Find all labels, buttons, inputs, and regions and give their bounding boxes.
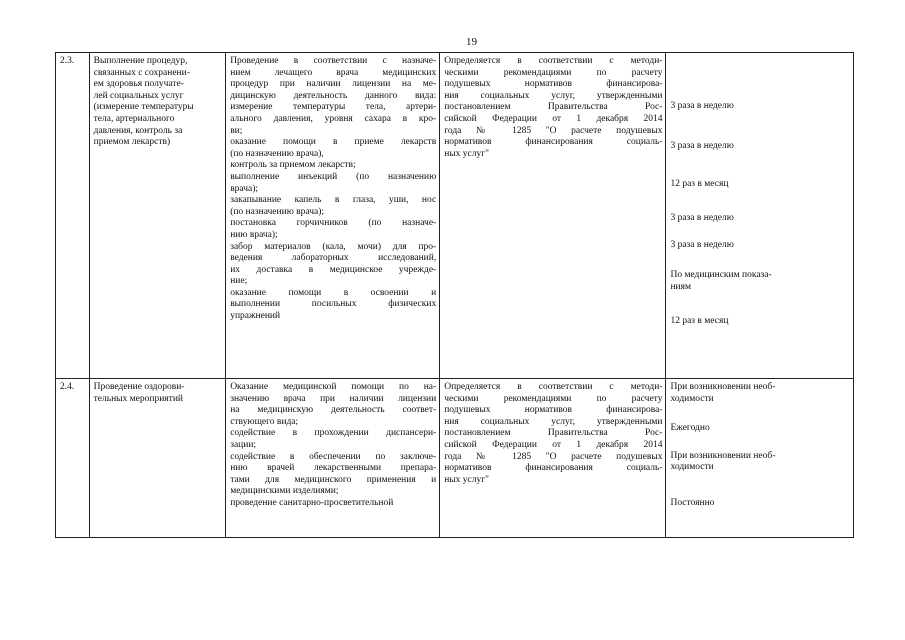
service-content (226, 379, 440, 538)
text-line: контроль за приемом лекарств; (230, 160, 356, 171)
periodicity-item (670, 213, 850, 225)
text-line: Определяется в соответствии с методи- (444, 382, 663, 392)
periodicity-item (670, 316, 850, 328)
text-line: 3 раза в неделю (670, 101, 734, 111)
periodicity (666, 53, 854, 379)
text-line: зации; (230, 439, 257, 450)
text-line: давления, контроль за (93, 125, 183, 136)
text-line: ального давления, уровня сахара в кро- (230, 113, 437, 124)
text-line: (измерение температуры (93, 102, 194, 113)
text-line: нормативов финансирования социаль- (444, 137, 663, 148)
text-line: Выполнение процедур, (93, 56, 188, 66)
text-line: нию врачей лекарственными препара- (230, 463, 437, 474)
text-line: Проведение оздорови- (93, 382, 185, 392)
text-line: упражнений (230, 311, 281, 322)
row-number: 2.4. (56, 379, 90, 538)
text-line: ных услуг" (444, 148, 490, 159)
text-line: оказание помощи в приеме лекарств (230, 137, 437, 148)
text-line: 12 раз в месяц (670, 316, 729, 327)
text-line: нию врача); (230, 229, 278, 240)
text-line: содействие в обеспечении по заключе- (230, 451, 437, 462)
cost-method (440, 379, 666, 538)
table-row (56, 379, 854, 538)
text-line: года № 1285 "О расчете подушевых (444, 125, 663, 136)
services-table (55, 52, 854, 538)
periodicity-item (670, 240, 850, 252)
text-line: лей социальных услуг (93, 90, 184, 101)
row-number: 2.3. (56, 53, 90, 379)
periodicity-item (670, 498, 850, 510)
text-line: По медицинским показа- (670, 269, 772, 280)
text-line: Оказание медицинской помощи по на- (230, 382, 437, 392)
text-line: Определяется в соответствии с методи- (444, 56, 663, 66)
text-line: подушевых нормативов финансирова- (444, 79, 663, 90)
text-line: приемом лекарств) (93, 137, 171, 148)
text-line: выполнение инъекций (по назначению (230, 171, 437, 182)
text-line: ходимости (670, 393, 714, 404)
text-line: забор материалов (кала, мочи) для про- (230, 241, 437, 252)
text-line: тами для медицинского применения и (230, 474, 437, 485)
text-line: измерение температуры тела, артери- (230, 102, 437, 113)
periodicity (666, 379, 854, 538)
text-line: постановлением Правительства Рос- (444, 428, 663, 439)
text-line: постановка горчичников (по назначе- (230, 218, 437, 229)
text-line: (по назначению врача); (230, 206, 325, 217)
text-line: на медицинскую деятельность соответ- (230, 405, 437, 416)
periodicity-item (670, 270, 850, 293)
text-line: медицинскими изделиями; (230, 486, 339, 497)
text-line: значению врача при наличии лицензии (230, 393, 437, 404)
service-name (89, 379, 226, 538)
text-line: сийской Федерации от 1 декабря 2014 (444, 113, 663, 124)
text-line: Ежегодно (670, 423, 710, 434)
text-line: врача); (230, 183, 259, 194)
page-number: 19 (466, 36, 477, 48)
text-line: тела, артериального (93, 113, 175, 124)
text-line: ходимости (670, 462, 714, 473)
text-line: ем здоровья получате- (93, 79, 184, 90)
table-row (56, 53, 854, 379)
text-line: ниям (670, 281, 692, 292)
text-line: оказание помощи в освоении и (230, 287, 437, 298)
text-line: процедур при наличии лицензии на ме- (230, 79, 437, 90)
periodicity-item (670, 101, 850, 113)
text-line: тельных мероприятий (93, 393, 183, 404)
cost-method (440, 53, 666, 379)
text-line: года № 1285 "О расчете подушевых (444, 451, 663, 462)
text-line: При возникновении необ- (670, 382, 776, 392)
text-line: их доставка в медицинское учрежде- (230, 264, 437, 275)
text-line: Постоянно (670, 497, 715, 508)
text-line: 3 раза в неделю (670, 212, 734, 223)
text-line: При возникновении необ- (670, 450, 776, 461)
text-line: подушевых нормативов финансирова- (444, 405, 663, 416)
text-line: 12 раз в месяц (670, 179, 729, 190)
text-line: ние; (230, 276, 248, 287)
text-line: проведение санитарно-просветительной (230, 497, 394, 508)
text-line: ствующего вида; (230, 416, 299, 427)
text-line: Проведение в соответствии с назначе- (230, 56, 437, 66)
periodicity-item (670, 141, 850, 153)
text-line: сийской Федерации от 1 декабря 2014 (444, 439, 663, 450)
text-line: ви; (230, 125, 243, 136)
text-line: связанных с сохранени- (93, 67, 190, 78)
text-line: (по назначению врача), (230, 148, 324, 159)
periodicity-item (670, 423, 850, 435)
periodicity-item (670, 382, 850, 405)
text-line: содействие в прохождении диспансери- (230, 428, 437, 439)
text-line: выполнении посильных физических (230, 299, 437, 310)
service-name (89, 53, 226, 379)
text-line: ния социальных услуг, утвержденными (444, 416, 663, 427)
periodicity-item (670, 179, 850, 191)
text-line: закапывание капель в глаза, уши, нос (230, 195, 437, 206)
text-line: нием лечащего врача медицинских (230, 67, 437, 78)
text-line: ных услуг" (444, 474, 490, 485)
text-line: ния социальных услуг, утвержденными (444, 90, 663, 101)
text-line: 3 раза в неделю (670, 240, 734, 251)
text-line: 3 раза в неделю (670, 140, 734, 151)
text-line: дицинскую деятельность данного вида: (230, 90, 437, 101)
text-line: ческими рекомендациями по расчету (444, 393, 663, 404)
text-line: ческими рекомендациями по расчету (444, 67, 663, 78)
text-line: нормативов финансирования социаль- (444, 463, 663, 474)
text-line: ведения лабораторных исследований, (230, 253, 437, 264)
periodicity-item (670, 451, 850, 474)
service-content (226, 53, 440, 379)
text-line: постановлением Правительства Рос- (444, 102, 663, 113)
